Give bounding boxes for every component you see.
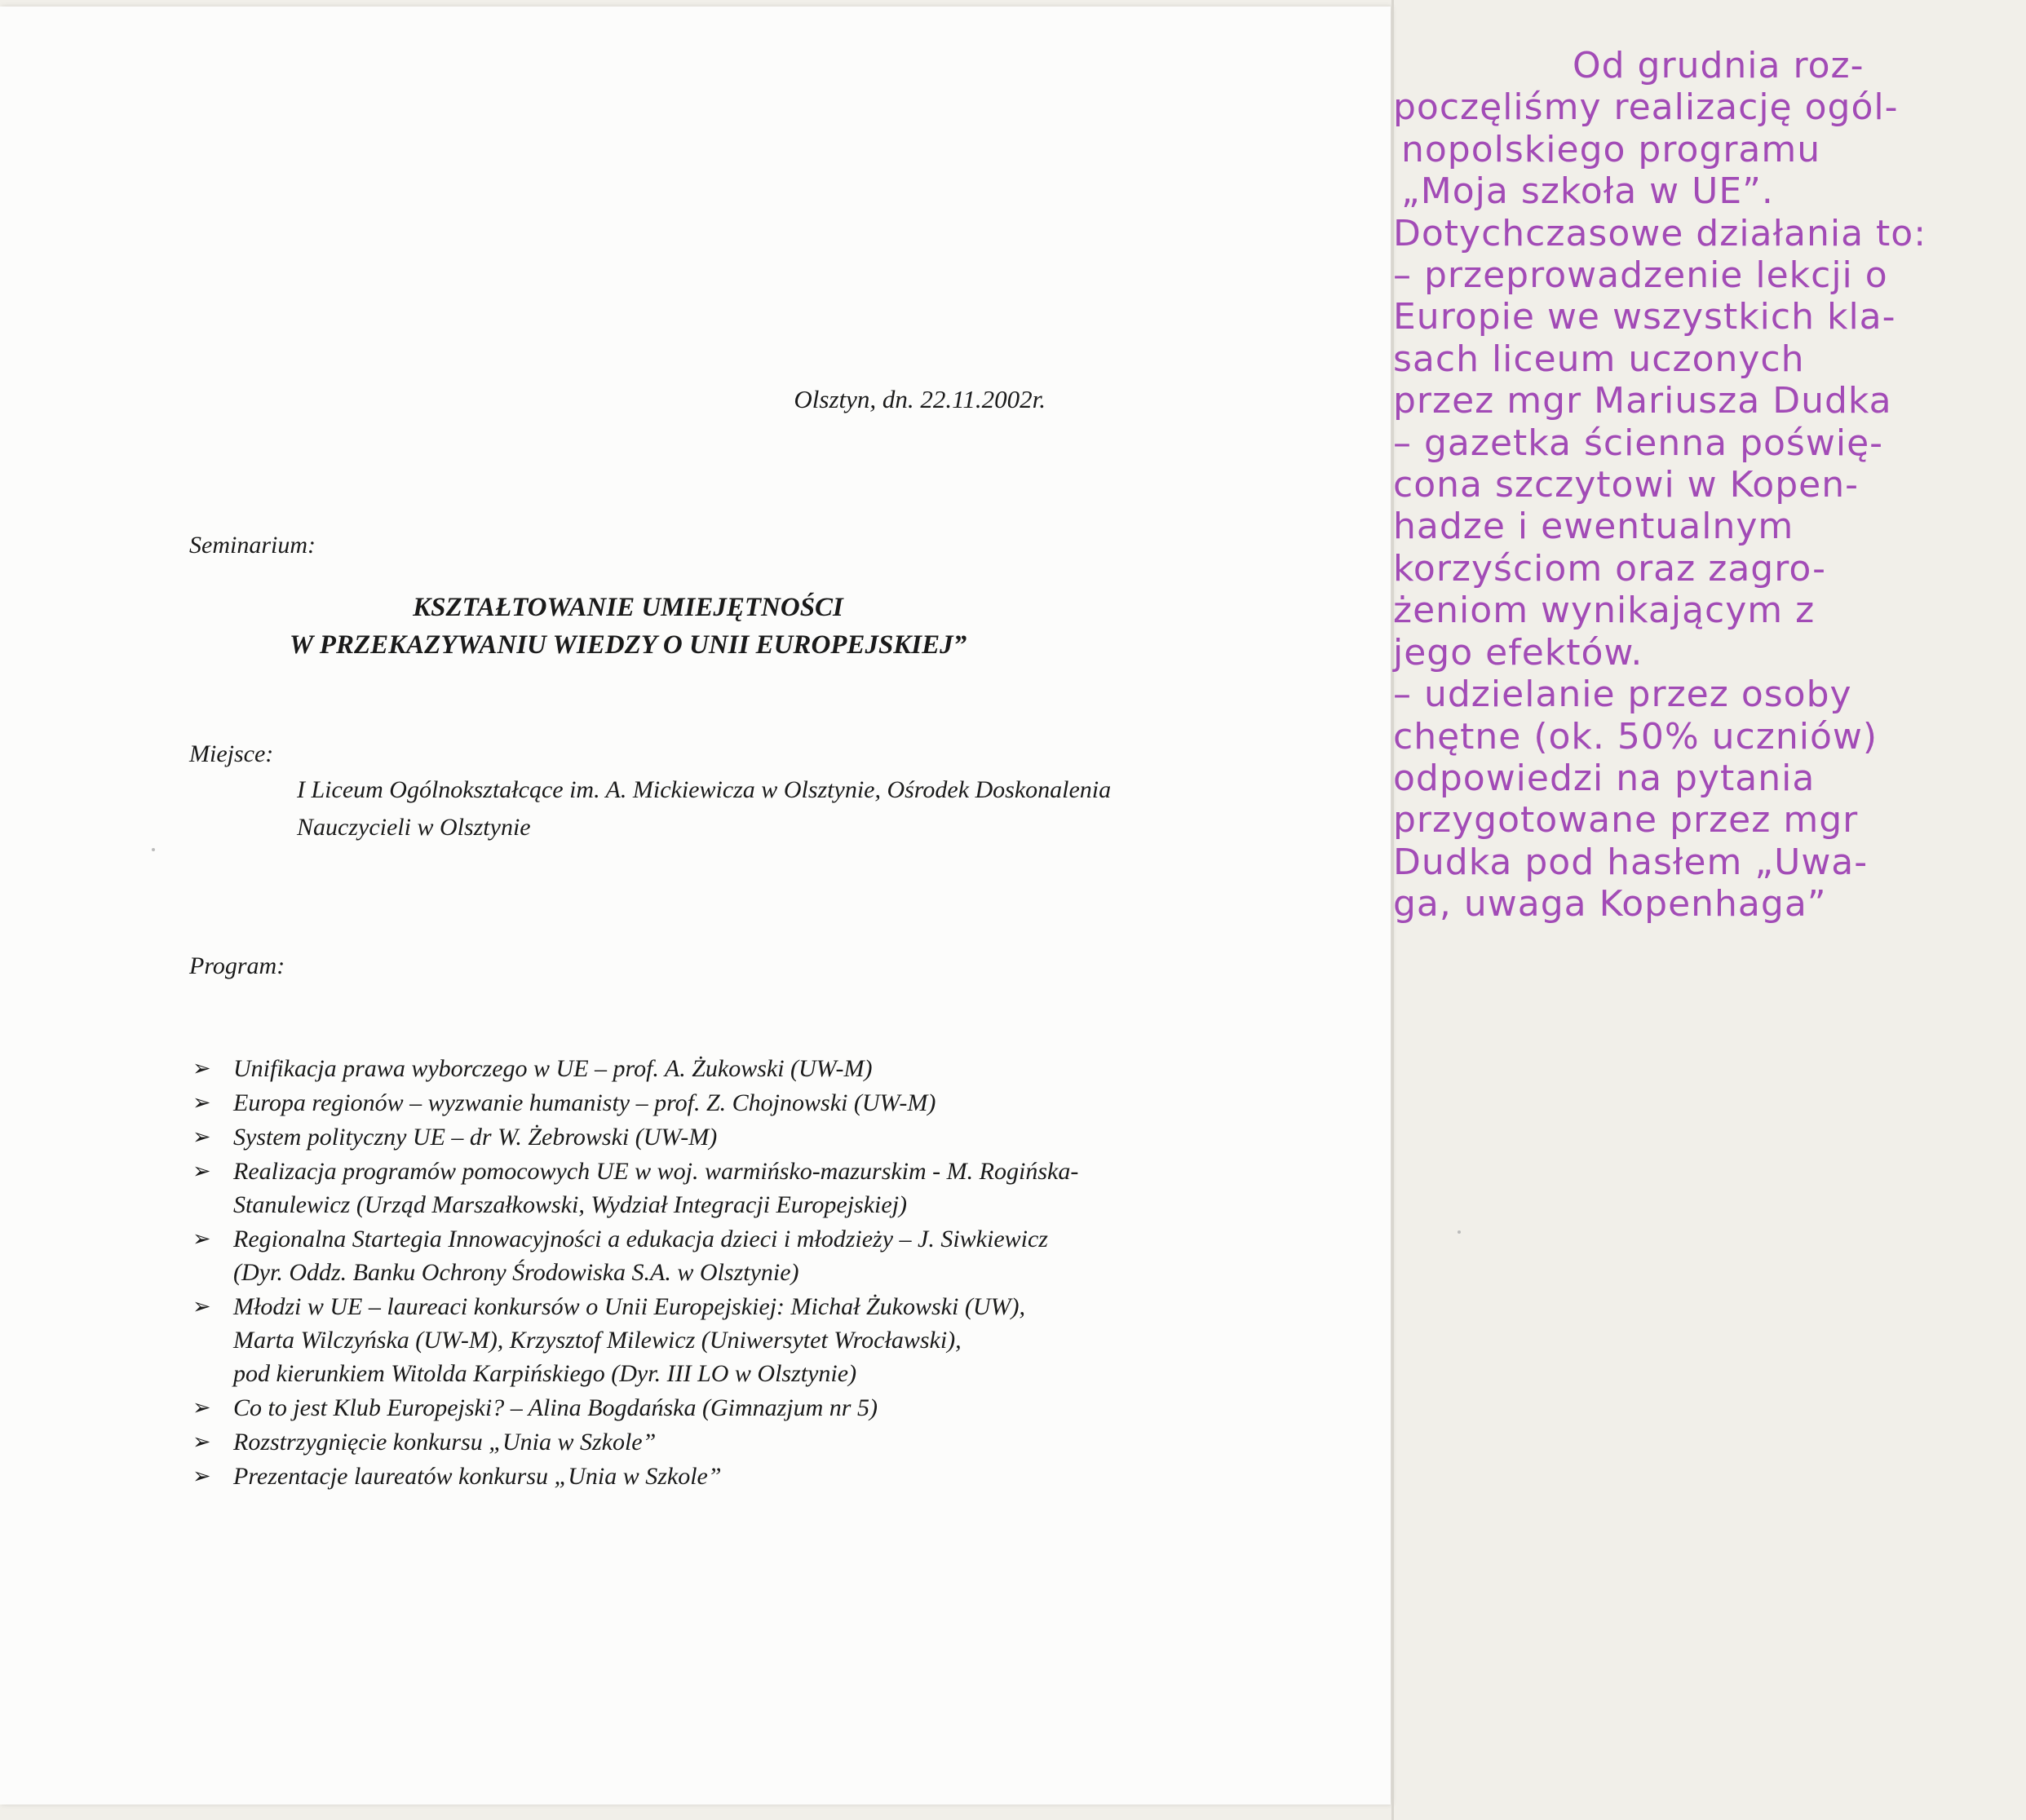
handwritten-note [1393, 45, 2013, 925]
place-label: Miejsce: [189, 740, 274, 767]
handwritten-line: korzyściom oraz zagro- [1393, 547, 1826, 590]
handwritten-line: poczęliśmy realizację ogól- [1393, 86, 1899, 129]
handwritten-line: – gazetka ścienna poświę- [1393, 422, 1884, 464]
program-item-line: (Dyr. Oddz. Banku Ochrony Środowiska S.A. w Olsztynie) [233, 1259, 799, 1286]
handwritten-line: cona szczytowi w Kopen- [1393, 464, 1859, 506]
program-label: Program: [189, 952, 285, 979]
handwritten-line: Dotychczasowe działania to: [1393, 212, 1927, 254]
handwritten-line: Od grudnia roz- [1573, 45, 1865, 86]
place-text [297, 771, 1235, 846]
program-item-line: Europa regionów – wyzwanie humanisty – prof. Z. Chojnowski (UW-M) [233, 1089, 936, 1116]
program-item-line: Regionalna Startegia Innowacyjności a edukacja dzieci i młodzieży – J. Siwkiewicz [233, 1226, 1048, 1252]
seminar-title [179, 589, 1077, 664]
arrow-bullet-icon: ➢ [192, 1056, 211, 1080]
document-page [0, 7, 1391, 1805]
document-date: Olsztyn, dn. 22.11.2002r. [794, 385, 1046, 413]
program-item [192, 1290, 1238, 1390]
program-item-line: Marta Wilczyńska (UW-M), Krzysztof Milewicz (Uniwersytet Wrocławski), [233, 1327, 962, 1354]
seminar-title-line: KSZTAŁTOWANIE UMIEJĘTNOŚCI [413, 593, 843, 622]
program-item-line: Prezentacje laureatów konkursu „Unia w Szkole” [233, 1463, 722, 1490]
seminar-title-line: W PRZEKAZYWANIU WIEDZY O UNII EUROPEJSKIEJ” [289, 630, 967, 660]
place-line: Nauczycieli w Olsztynie [297, 814, 531, 841]
program-item-line: System polityczny UE – dr W. Żebrowski (UW-M) [233, 1124, 718, 1151]
program-item-line: Stanulewicz (Urząd Marszałkowski, Wydział Integracji Europejskiej) [233, 1191, 908, 1218]
program-list [192, 1052, 1238, 1494]
arrow-bullet-icon: ➢ [192, 1124, 211, 1149]
arrow-bullet-icon: ➢ [192, 1464, 211, 1488]
program-item [192, 1222, 1238, 1289]
paper-speck [1458, 1230, 1461, 1234]
handwritten-line: – udzielanie przez osoby [1393, 674, 1852, 716]
handwritten-line: żeniom wynikającym z [1393, 590, 1816, 632]
arrow-bullet-icon: ➢ [192, 1294, 211, 1319]
program-item [192, 1425, 1238, 1459]
arrow-bullet-icon: ➢ [192, 1226, 211, 1251]
handwritten-line: jego efektów. [1393, 631, 1643, 674]
program-item [192, 1391, 1238, 1425]
program-item [192, 1460, 1238, 1493]
arrow-bullet-icon: ➢ [192, 1159, 211, 1183]
program-item [192, 1155, 1238, 1221]
program-item-line: pod kierunkiem Witolda Karpińskiego (Dyr. III LO w Olsztynie) [233, 1360, 857, 1387]
program-item [192, 1086, 1238, 1120]
handwritten-line: przez mgr Mariusza Dudka [1393, 380, 1892, 422]
handwritten-line: chętne (ok. 50% uczniów) [1393, 715, 1878, 758]
program-item-line: Co to jest Klub Europejski? – Alina Bogdańska (Gimnazjum nr 5) [233, 1394, 878, 1421]
arrow-bullet-icon: ➢ [192, 1429, 211, 1454]
program-item-line: Realizacja programów pomocowych UE w woj. warmińsko-mazurskim - M. Rogińska- [233, 1158, 1079, 1185]
program-item [192, 1052, 1238, 1085]
program-item-line: Młodzi w UE – laureaci konkursów o Unii Europejskiej: Michał Żukowski (UW), [233, 1293, 1025, 1320]
handwritten-line: „Moja szkoła w UE”. [1401, 170, 1774, 213]
arrow-bullet-icon: ➢ [192, 1090, 211, 1115]
seminar-label: Seminarium: [189, 532, 316, 559]
handwritten-line: – przeprowadzenie lekcji o [1393, 254, 1888, 297]
handwritten-line: nopolskiego programu [1401, 128, 1821, 170]
handwritten-line: Dudka pod hasłem „Uwa- [1393, 841, 1869, 883]
arrow-bullet-icon: ➢ [192, 1395, 211, 1420]
handwritten-line: hadze i ewentualnym [1393, 506, 1794, 548]
handwritten-line: odpowiedzi na pytania [1393, 757, 1816, 799]
handwritten-line: ga, uwaga Kopenhaga” [1393, 883, 1827, 925]
program-item [192, 1120, 1238, 1154]
paper-speck [152, 848, 155, 851]
handwritten-line: przygotowane przez mgr [1393, 799, 1859, 842]
program-item-line: Unifikacja prawa wyborczego w UE – prof. A. Żukowski (UW-M) [233, 1055, 873, 1082]
place-line: I Liceum Ogólnokształcące im. A. Mickiewicza w Olsztynie, Ośrodek Doskonalenia [297, 776, 1112, 803]
program-item-line: Rozstrzygnięcie konkursu „Unia w Szkole” [233, 1429, 657, 1456]
handwritten-line: sach liceum uczonych [1393, 338, 1805, 380]
handwritten-line: Europie we wszystkich kla- [1393, 296, 1896, 338]
